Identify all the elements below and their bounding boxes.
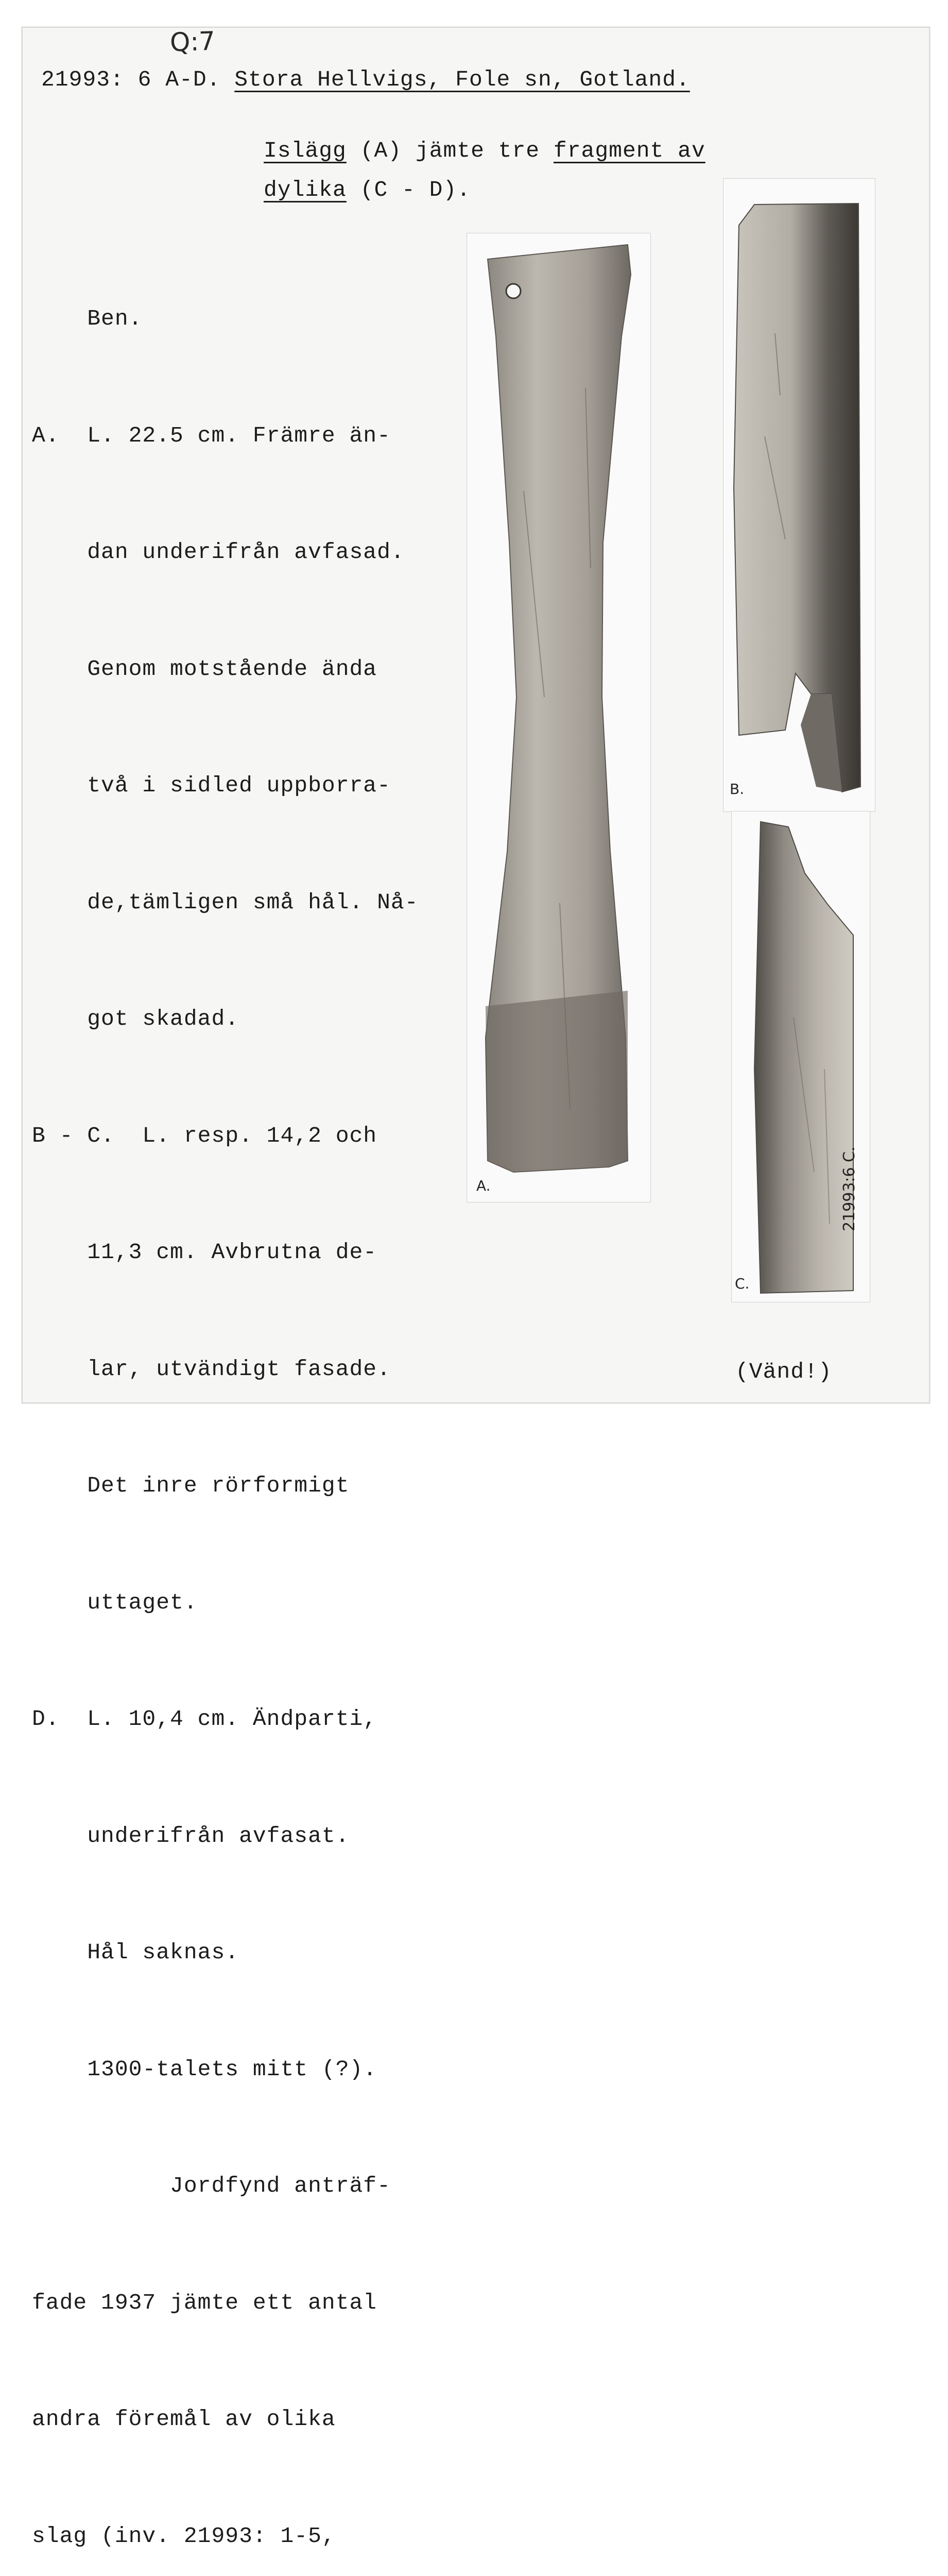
turn-over-note: (Vänd!) (735, 1359, 832, 1384)
description-line: underifrån avfasat. (32, 1823, 350, 1849)
title-word-fragment: fragment av (553, 138, 705, 163)
title-rest-1: (A) jämte tre (360, 138, 540, 163)
card-header (41, 67, 690, 92)
title-word-islagg: Islägg (264, 138, 347, 163)
description-line: Hål saknas. (32, 1940, 239, 1965)
title-rest-2: (C - D). (360, 177, 471, 202)
photo-b-label: B. (730, 781, 745, 798)
description-line: 11,3 cm. Avbrutna de- (32, 1240, 377, 1265)
object-title (264, 131, 705, 210)
description-line: dan underifrån avfasad. (32, 539, 405, 565)
description-line: Genom motstående ända (32, 656, 377, 682)
description-line: B - C. L. resp. 14,2 och (32, 1123, 377, 1148)
description-line: två i sidled uppborra- (32, 773, 391, 798)
description-line: Jordfynd anträf- (32, 2173, 391, 2198)
description-line: uttaget. (32, 1589, 198, 1615)
description-text (32, 222, 419, 2576)
description-line: D. L. 10,4 cm. Ändparti, (32, 1706, 377, 1732)
description-line: Det inre rörformigt (32, 1473, 350, 1498)
handwritten-mark: Q:7 (169, 26, 216, 58)
description-line: de,tämligen små hål. Nå- (32, 889, 419, 915)
description-line: got skadad. (32, 1006, 239, 1031)
find-place: Stora Hellvigs, Fole sn, Gotland. (234, 67, 690, 92)
title-word-dylika: dylika (264, 177, 347, 202)
photo-b (723, 178, 875, 812)
inventory-number: 21993: 6 A-D. (41, 67, 221, 92)
description-line: 1300-talets mitt (?). (32, 2056, 377, 2082)
description-line: A. L. 22.5 cm. Främre än- (32, 422, 391, 448)
description-line: andra föremål av olika (32, 2406, 336, 2432)
photo-c-inventory-stamp: 21993:6 C. (840, 1146, 858, 1231)
bone-a-image (467, 233, 650, 1202)
photo-c-label: C. (735, 1275, 750, 1292)
photo-a (467, 233, 651, 1202)
bone-b-image (723, 179, 875, 811)
description-line: Ben. (32, 306, 143, 331)
description-line: lar, utvändigt fasade. (32, 1356, 391, 1382)
photo-a-label: A. (476, 1177, 491, 1194)
description-line: slag (inv. 21993: 1-5, (32, 2523, 336, 2549)
description-line: fade 1937 jämte ett antal (32, 2290, 377, 2315)
